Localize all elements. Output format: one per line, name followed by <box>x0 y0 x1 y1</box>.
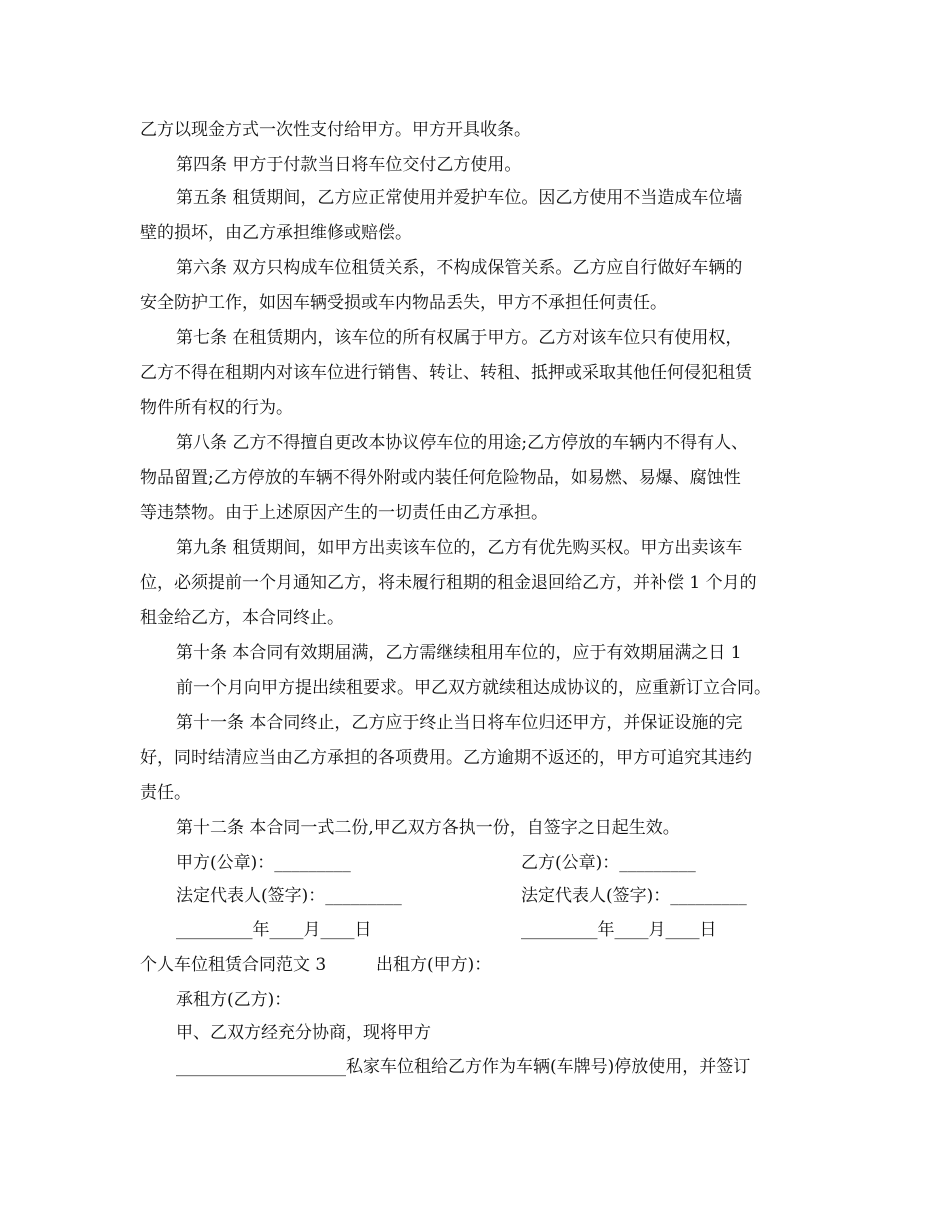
text-line: 壁的损坏，由乙方承担维修或赔偿。 <box>140 223 412 243</box>
clause-8: 第八条 乙方不得擅自更改本协议停车位的用途;乙方停放的车辆内不得有人、 <box>176 433 749 453</box>
section-title: 个人车位租赁合同范文 3 <box>140 955 327 975</box>
text-line: 前一个月向甲方提出续租要求。甲乙双方就续租达成协议的，应重新订立合同。 <box>176 678 771 698</box>
party-a-representative: 法定代表人(签字)：_________ <box>176 886 402 906</box>
lessor-label: 出租方(甲方)： <box>376 955 492 975</box>
party-b-representative: 法定代表人(签字)：_________ <box>521 886 747 906</box>
text-line: 物品留置;乙方停放的车辆不得外附或内装任何危险物品，如易燃、易爆、腐蚀性 <box>140 468 741 488</box>
clause-11: 第十一条 本合同终止，乙方应于终止当日将车位归还甲方，并保证设施的完 <box>176 713 743 733</box>
clause-line: ____________________私家车位租给乙方作为车辆(车牌号)停放使用，并签订 <box>176 1057 751 1077</box>
clause-4: 第四条 甲方于付款当日将车位交付乙方使用。 <box>176 155 522 175</box>
party-a-date: _________年____月____日 <box>176 920 372 940</box>
clause-10: 第十条 本合同有效期届满，乙方需继续租用车位的，应于有效期届满之日 1 <box>176 643 742 663</box>
clause-9: 第九条 租赁期间，如甲方出卖该车位的，乙方有优先购买权。甲方出卖该车 <box>176 538 743 558</box>
text-line: 安全防护工作，如因车辆受损或车内物品丢失，甲方不承担任何责任。 <box>140 293 667 313</box>
lessee-label: 承租方(乙方)： <box>176 990 292 1010</box>
text-line: 位，必须提前一个月通知乙方，将未履行租期的租金退回给乙方，并补偿 1 个月的 <box>140 573 757 593</box>
text-line: 租金给乙方，本合同终止。 <box>140 608 344 628</box>
party-b-seal: 乙方(公章)：_________ <box>521 853 696 873</box>
clause-7: 第七条 在租赁期内，该车位的所有权属于甲方。乙方对该车位只有使用权， <box>176 328 743 348</box>
text-line: 物件所有权的行为。 <box>140 398 293 418</box>
clause-12: 第十二条 本合同一式二份,甲乙双方各执一份，自签字之日起生效。 <box>176 818 680 838</box>
text-line: 等违禁物。由于上述原因产生的一切责任由乙方承担。 <box>140 503 548 523</box>
clause-6: 第六条 双方只构成车位租赁关系，不构成保管关系。乙方应自行做好车辆的 <box>176 258 743 278</box>
intro-line: 甲、乙双方经充分协商，现将甲方 <box>176 1023 431 1043</box>
party-b-date: _________年____月____日 <box>521 920 717 940</box>
text-line: 乙方以现金方式一次性支付给甲方。甲方开具收条。 <box>140 120 531 140</box>
party-a-seal: 甲方(公章)：_________ <box>176 853 351 873</box>
text-line: 乙方不得在租期内对该车位进行销售、转让、转租、抵押或采取其他任何侵犯租赁 <box>140 363 752 383</box>
clause-5: 第五条 租赁期间，乙方应正常使用并爱护车位。因乙方使用不当造成车位墙 <box>176 188 743 208</box>
text-line: 责任。 <box>140 783 191 803</box>
text-line: 好，同时结清应当由乙方承担的各项费用。乙方逾期不返还的，甲方可追究其违约 <box>140 748 752 768</box>
